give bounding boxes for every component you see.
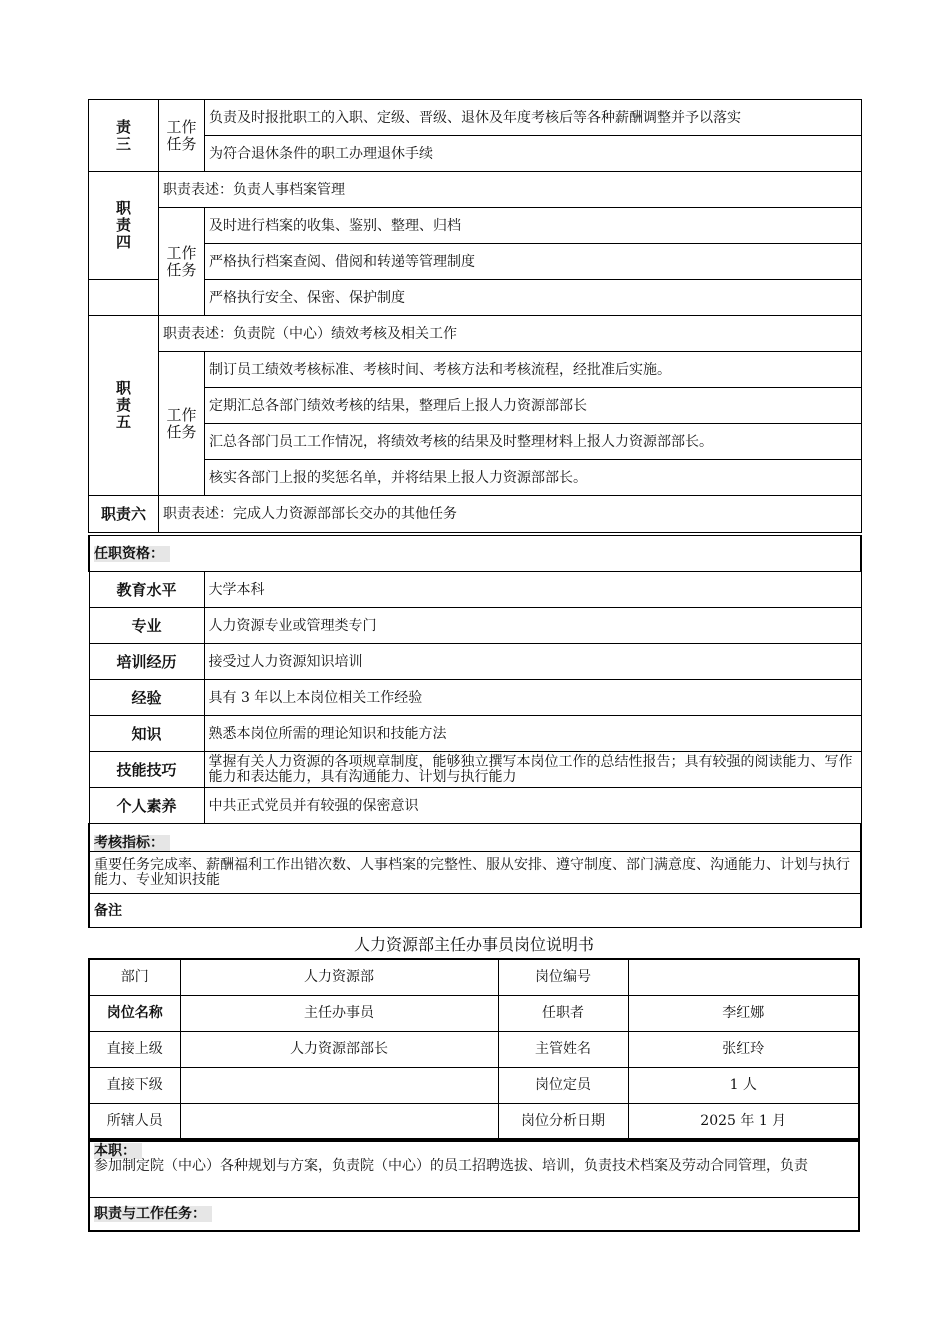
job-duty-cell <box>89 1141 859 1197</box>
qualification-value: 掌握有关人力资源的各项规章制度，能够独立撰写本岗位工作的总结性报告；具有较强的阅读能力、写作能力和表达能力，具有沟通能力、计划与执行能力 <box>204 752 861 788</box>
info-label: 主管姓名 <box>498 1031 628 1067</box>
job-info-table <box>88 958 860 1140</box>
job-duty-text: 参加制定院（中心）各种规划与方案，负责院（中心）的员工招聘选拔、培训，负责技术档案及劳动合同管理，负责 <box>94 1158 808 1174</box>
job-duty-header: 本职： <box>94 1144 854 1159</box>
info-label: 所辖人员 <box>89 1103 180 1139</box>
qualification-label: 培训经历 <box>89 644 204 680</box>
qualification-value: 接受过人力资源知识培训 <box>204 644 861 680</box>
qualification-value: 熟悉本岗位所需的理论知识和技能方法 <box>204 716 861 752</box>
info-label: 直接上级 <box>89 1031 180 1067</box>
qualification-label: 技能技巧 <box>89 752 204 788</box>
qualification-label: 专业 <box>89 608 204 644</box>
qualification-value: 具有 3 年以上本岗位相关工作经验 <box>204 680 861 716</box>
duties-tasks-header: 职责与工作任务： <box>89 1197 859 1231</box>
qualification-value: 大学本科 <box>204 572 861 608</box>
qualification-value: 中共正式党员并有较强的保密意识 <box>204 788 861 824</box>
duty-4-task: 及时进行档案的收集、鉴别、整理、归档 <box>205 208 862 244</box>
qualifications-table <box>88 535 862 824</box>
duty-4-task: 严格执行档案查阅、借阅和转递等管理制度 <box>205 244 862 280</box>
duty-5-task: 制订员工绩效考核标准、考核时间、考核方法和考核流程，经批准后实施。 <box>205 352 862 388</box>
kpi-header: 考核指标： <box>89 824 861 852</box>
duty-6-label: 职责六 <box>89 496 159 533</box>
duty-5-task-label: 工作任务 <box>159 352 205 496</box>
duty-4-description: 职责表述：负责人事档案管理 <box>159 172 862 208</box>
qualification-label: 知识 <box>89 716 204 752</box>
qualification-value: 人力资源专业或管理类专门 <box>204 608 861 644</box>
document-title: 人力资源部主任办事员岗位说明书 <box>353 935 594 954</box>
qualifications-header: 任职资格： <box>89 536 861 572</box>
info-label: 直接下级 <box>89 1067 180 1103</box>
info-label: 岗位名称 <box>89 995 180 1031</box>
duty-3-task-label: 工作任务 <box>159 100 205 172</box>
info-value <box>180 1103 498 1139</box>
duty-4-task: 严格执行安全、保密、保护制度 <box>205 280 862 316</box>
kpi-text: 重要任务完成率、薪酬福利工作出错次数、人事档案的完整性、服从安排、遵守制度、部门满意度、沟通能力、计划与执行能力、专业知识技能 <box>89 852 861 894</box>
duties-table <box>88 99 862 533</box>
info-label: 岗位分析日期 <box>498 1103 628 1139</box>
duty-5-label: 职责五 <box>89 316 159 496</box>
info-value: 李红娜 <box>628 995 859 1031</box>
remarks-header: 备注 <box>89 894 861 928</box>
info-value: 张红玲 <box>628 1031 859 1067</box>
kpi-table <box>88 823 862 928</box>
info-value: 1 人 <box>628 1067 859 1103</box>
info-value: 2025 年 1 月 <box>628 1103 859 1139</box>
info-value: 人力资源部部长 <box>180 1031 498 1067</box>
duty-4-label: 职责四 <box>89 172 159 280</box>
info-label: 岗位编号 <box>498 959 628 995</box>
qualification-label: 经验 <box>89 680 204 716</box>
info-value: 人力资源部 <box>180 959 498 995</box>
duty-5-task: 汇总各部门员工工作情况，将绩效考核的结果及时整理材料上报人力资源部部长。 <box>205 424 862 460</box>
duty-6-description: 职责表述：完成人力资源部部长交办的其他任务 <box>159 496 862 533</box>
duty-4-task-label: 工作任务 <box>159 208 205 316</box>
info-label: 任职者 <box>498 995 628 1031</box>
duty-3-task: 负责及时报批职工的入职、定级、晋级、退休及年度考核后等各种薪酬调整并予以落实 <box>205 100 862 136</box>
duty-5-task: 核实各部门上报的奖惩名单，并将结果上报人力资源部部长。 <box>205 460 862 496</box>
duty-5-description: 职责表述：负责院（中心）绩效考核及相关工作 <box>159 316 862 352</box>
info-label: 部门 <box>89 959 180 995</box>
duty-4-blank-cell <box>89 280 159 316</box>
info-label: 岗位定员 <box>498 1067 628 1103</box>
qualification-label: 个人素养 <box>89 788 204 824</box>
info-value: 主任办事员 <box>180 995 498 1031</box>
info-value <box>628 959 859 995</box>
duty-3-task: 为符合退休条件的职工办理退休手续 <box>205 136 862 172</box>
qualification-label: 教育水平 <box>89 572 204 608</box>
duty-3-label: 责三 <box>89 100 159 172</box>
duty-5-task: 定期汇总各部门绩效考核的结果，整理后上报人力资源部部长 <box>205 388 862 424</box>
job-duty-table <box>88 1140 860 1232</box>
info-value <box>180 1067 498 1103</box>
